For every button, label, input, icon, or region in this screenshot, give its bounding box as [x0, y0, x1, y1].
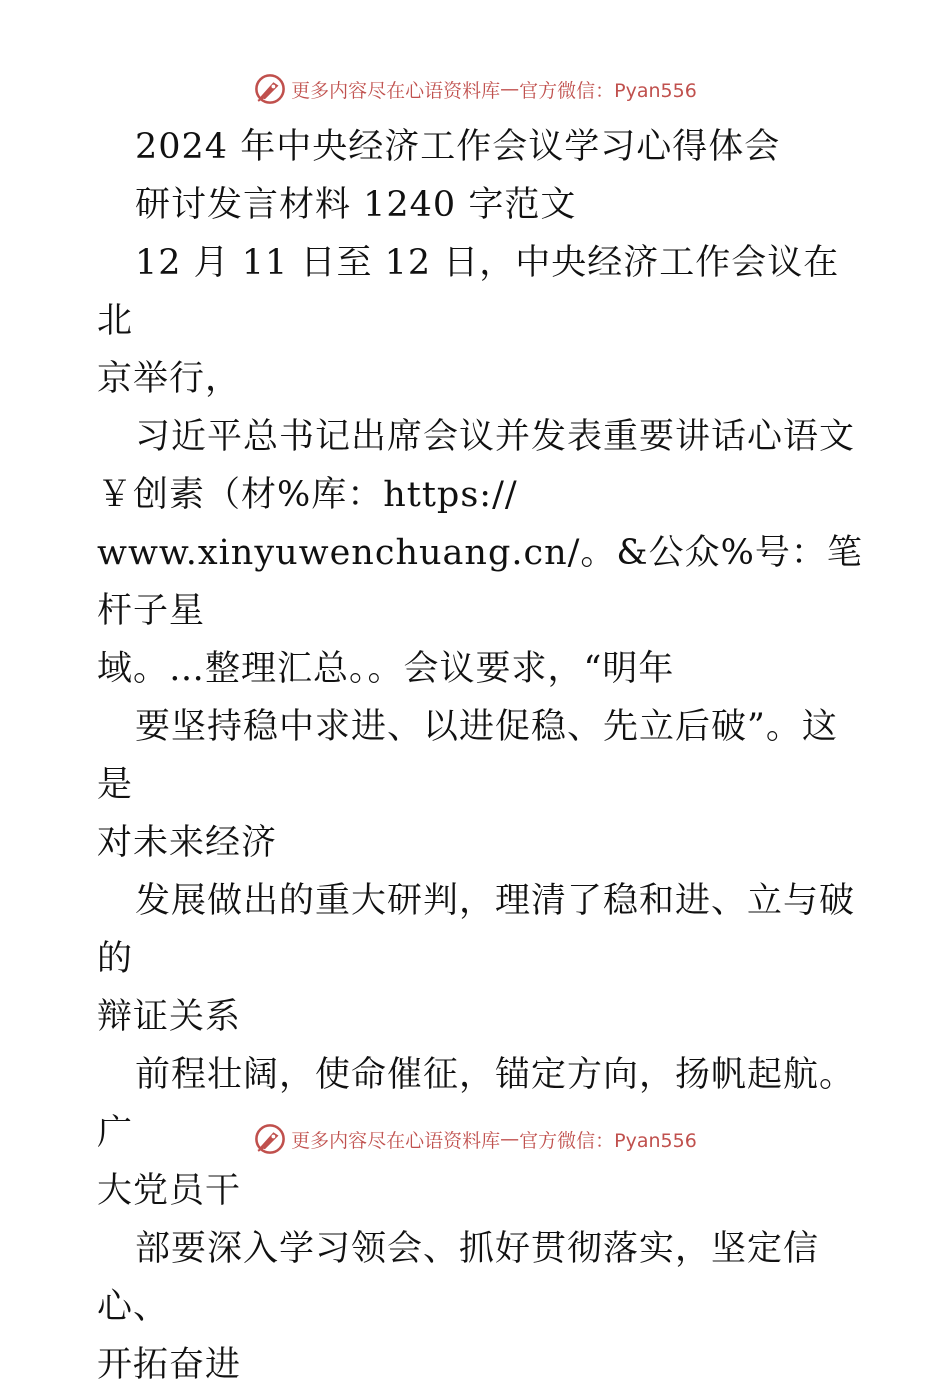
text-line: www.xinyuwenchuang.cn/。&公众%号：笔杆子星	[97, 533, 863, 631]
document-body	[97, 118, 867, 1394]
text-line: 习近平总书记出席会议并发表重要讲话心语文	[135, 417, 856, 457]
text-line: 部要深入学习领会、抓好贯彻落实，坚定信心、	[97, 1229, 820, 1327]
banner-text: 更多内容尽在心语资料库	[291, 1129, 501, 1152]
banner-separator: —	[500, 1128, 520, 1150]
banner-wechat: 官方微信：Pyan556	[519, 1129, 697, 1152]
text-line: 研讨发言材料 1240 字范文	[135, 185, 577, 225]
banner-text: 更多内容尽在心语资料库	[291, 79, 501, 102]
text-line: 2024 年中央经济工作会议学习心得体会	[135, 127, 781, 167]
text-line: 12 月 11 日至 12 日，中央经济工作会议在北	[97, 243, 840, 341]
banner-separator: —	[500, 78, 520, 100]
pen-nib-logo-icon	[253, 72, 287, 106]
text-line: 开拓奋进	[97, 1345, 242, 1385]
text-line: ￥创素（材%库：https://	[97, 475, 518, 515]
text-line: 对未来经济	[97, 823, 278, 863]
header-banner	[0, 72, 950, 106]
banner-wechat: 官方微信：Pyan556	[519, 79, 697, 102]
text-line: 域。…整理汇总。。会议要求，“明年	[97, 649, 675, 689]
text-line: 辩证关系	[97, 997, 242, 1037]
text-line: 京举行，	[97, 359, 242, 399]
text-line: 发展做出的重大研判，理清了稳和进、立与破的	[97, 881, 856, 979]
footer-banner	[0, 1122, 950, 1156]
text-line: 前程壮阔，使命催征，锚定方向，扬帆起航。广	[97, 1055, 856, 1153]
text-line: 大党员干	[97, 1171, 242, 1211]
pen-nib-logo-icon	[253, 1122, 287, 1156]
text-line: 要坚持稳中求进、以进促稳、先立后破”。这是	[97, 707, 838, 805]
